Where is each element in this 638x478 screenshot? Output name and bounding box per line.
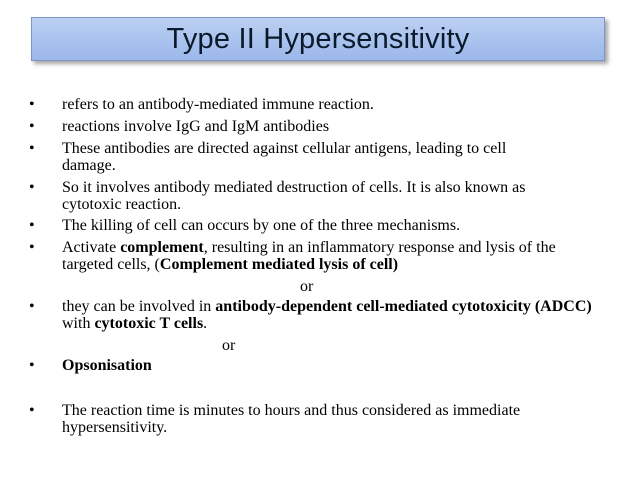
bullet-6-text-a: Activate bbox=[62, 239, 121, 256]
bullet-item-8 bbox=[62, 357, 602, 374]
bullet-dot: • bbox=[29, 239, 35, 256]
bullet-7-text-b: with bbox=[62, 315, 95, 332]
slide-title: Type II Hypersensitivity bbox=[166, 22, 470, 55]
bullet-item-2: reactions involve IgG and IgM antibodies bbox=[62, 118, 330, 135]
bullet-dot: • bbox=[29, 140, 35, 157]
bullet-item-9: The reaction time is minutes to hours and thus considered as immediate hypersensitivity. bbox=[62, 402, 521, 436]
bullet-dot: • bbox=[29, 96, 35, 113]
bullet-item-4: So it involves antibody mediated destruction of cells. It is also known as cytotoxic reaction. bbox=[62, 179, 526, 213]
bullet-dot: • bbox=[29, 298, 35, 315]
bullet-item-7 bbox=[62, 298, 597, 332]
bullet-dot: • bbox=[29, 179, 35, 196]
bullet-8-bold: Opsonisation bbox=[62, 357, 152, 374]
bullet-6-bold-a: complement bbox=[120, 239, 204, 256]
bullet-dot: • bbox=[29, 402, 35, 419]
or-separator-1: or bbox=[300, 278, 314, 295]
bullet-6-text-b: , resulting in an inflammatory response and lysis of the targeted cells, ( bbox=[62, 239, 556, 273]
bullet-item-6 bbox=[62, 239, 592, 273]
or-separator-2: or bbox=[222, 337, 236, 354]
bullet-7-bold-b: cytotoxic T cells bbox=[94, 315, 204, 332]
bullet-item-5: The killing of cell can occurs by one of the three mechanisms. bbox=[62, 217, 461, 234]
bullet-7-bold-a: antibody-dependent cell-mediated cytotoxicity (ADCC) bbox=[215, 298, 592, 315]
bullet-item-3: These antibodies are directed against cellular antigens, leading to cell damage. bbox=[62, 140, 507, 174]
bullet-dot: • bbox=[29, 217, 35, 234]
bullet-7-text-c: . bbox=[203, 315, 208, 332]
bullet-item-1: refers to an antibody-mediated immune reaction. bbox=[62, 96, 374, 113]
bullet-7-text-a: they can be involved in bbox=[62, 298, 216, 315]
bullet-dot: • bbox=[29, 357, 35, 374]
bullet-6-bold-b: Complement mediated lysis of cell) bbox=[159, 256, 399, 273]
bullet-dot: • bbox=[29, 118, 35, 135]
